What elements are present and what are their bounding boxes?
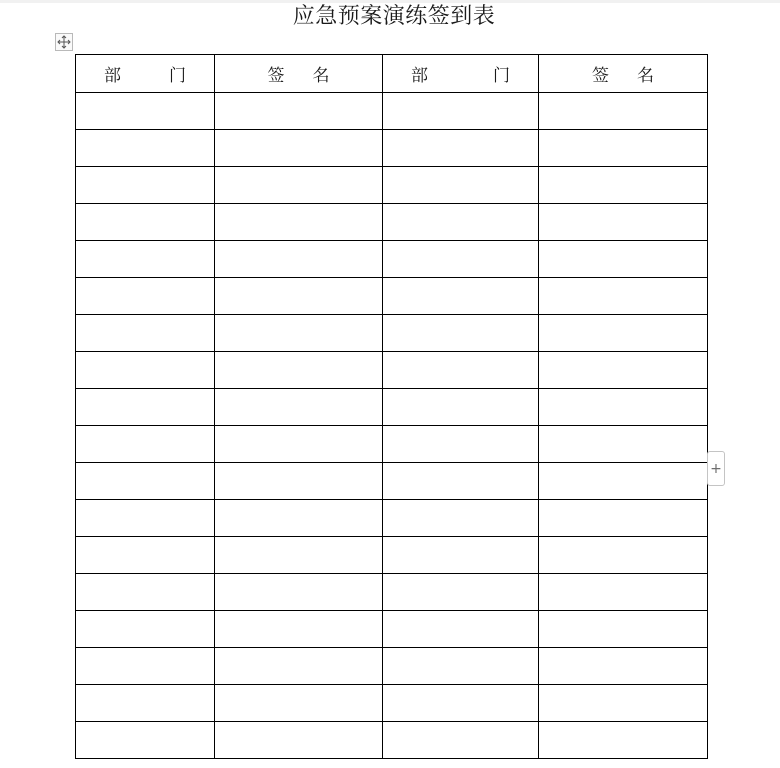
department-cell[interactable] bbox=[383, 204, 539, 241]
department-cell[interactable] bbox=[383, 241, 539, 278]
signature-cell[interactable] bbox=[215, 537, 383, 574]
table-row bbox=[76, 352, 708, 389]
signature-cell[interactable] bbox=[215, 204, 383, 241]
signature-cell[interactable] bbox=[539, 685, 708, 722]
department-cell[interactable] bbox=[76, 389, 215, 426]
table-row bbox=[76, 167, 708, 204]
signature-cell[interactable] bbox=[539, 537, 708, 574]
table-row bbox=[76, 426, 708, 463]
department-cell[interactable] bbox=[383, 93, 539, 130]
table-row bbox=[76, 130, 708, 167]
signature-cell[interactable] bbox=[215, 93, 383, 130]
signature-cell[interactable] bbox=[215, 611, 383, 648]
department-cell[interactable] bbox=[383, 352, 539, 389]
department-cell[interactable] bbox=[76, 352, 215, 389]
table-row bbox=[76, 722, 708, 759]
department-cell[interactable] bbox=[383, 278, 539, 315]
signature-cell[interactable] bbox=[539, 167, 708, 204]
table-row bbox=[76, 93, 708, 130]
header-cell-signature-1 bbox=[215, 55, 383, 93]
signature-cell[interactable] bbox=[539, 278, 708, 315]
table-row bbox=[76, 574, 708, 611]
table-move-handle[interactable] bbox=[55, 33, 73, 51]
table-row bbox=[76, 278, 708, 315]
signature-cell[interactable] bbox=[215, 574, 383, 611]
signature-cell[interactable] bbox=[215, 241, 383, 278]
signature-cell[interactable] bbox=[539, 648, 708, 685]
header-cell-department-1 bbox=[76, 55, 215, 93]
department-cell[interactable] bbox=[76, 315, 215, 352]
department-cell[interactable] bbox=[383, 685, 539, 722]
add-row-button[interactable] bbox=[707, 451, 725, 486]
move-arrows-icon bbox=[57, 35, 71, 49]
table-row bbox=[76, 685, 708, 722]
signature-cell[interactable] bbox=[215, 130, 383, 167]
department-cell[interactable] bbox=[76, 722, 215, 759]
signature-cell[interactable] bbox=[215, 722, 383, 759]
header-char: 部 bbox=[104, 66, 121, 86]
signature-cell[interactable] bbox=[539, 352, 708, 389]
signature-cell[interactable] bbox=[539, 315, 708, 352]
department-cell[interactable] bbox=[76, 463, 215, 500]
header-char: 门 bbox=[169, 66, 186, 86]
signature-cell[interactable] bbox=[215, 389, 383, 426]
signature-cell[interactable] bbox=[215, 500, 383, 537]
department-cell[interactable] bbox=[76, 537, 215, 574]
department-cell[interactable] bbox=[76, 93, 215, 130]
signature-cell[interactable] bbox=[215, 278, 383, 315]
department-cell[interactable] bbox=[383, 130, 539, 167]
table-row bbox=[76, 648, 708, 685]
document-title: 应急预案演练签到表 bbox=[292, 4, 496, 29]
table-row bbox=[76, 204, 708, 241]
signature-cell[interactable] bbox=[215, 463, 383, 500]
department-cell[interactable] bbox=[76, 574, 215, 611]
department-cell[interactable] bbox=[76, 241, 215, 278]
department-cell[interactable] bbox=[76, 130, 215, 167]
department-cell[interactable] bbox=[76, 426, 215, 463]
department-cell[interactable] bbox=[76, 500, 215, 537]
table-row bbox=[76, 315, 708, 352]
department-cell[interactable] bbox=[383, 537, 539, 574]
header-char: 签 bbox=[267, 66, 285, 86]
table-row bbox=[76, 500, 708, 537]
department-cell[interactable] bbox=[76, 611, 215, 648]
signature-cell[interactable] bbox=[539, 389, 708, 426]
signature-cell[interactable] bbox=[539, 500, 708, 537]
signature-cell[interactable] bbox=[539, 426, 708, 463]
plus-icon: + bbox=[710, 460, 722, 477]
department-cell[interactable] bbox=[76, 278, 215, 315]
department-cell[interactable] bbox=[383, 463, 539, 500]
signature-cell[interactable] bbox=[215, 685, 383, 722]
signature-cell[interactable] bbox=[539, 241, 708, 278]
department-cell[interactable] bbox=[76, 167, 215, 204]
signature-cell[interactable] bbox=[539, 204, 708, 241]
header-char: 名 bbox=[312, 66, 330, 86]
department-cell[interactable] bbox=[383, 722, 539, 759]
table-header-row bbox=[76, 55, 708, 93]
department-cell[interactable] bbox=[383, 389, 539, 426]
table-row bbox=[76, 537, 708, 574]
signature-cell[interactable] bbox=[215, 426, 383, 463]
header-cell-department-2 bbox=[383, 55, 539, 93]
table-body bbox=[76, 93, 708, 759]
header-cell-signature-2 bbox=[539, 55, 708, 93]
sign-in-table bbox=[75, 54, 708, 759]
department-cell[interactable] bbox=[383, 426, 539, 463]
department-cell[interactable] bbox=[383, 648, 539, 685]
signature-cell[interactable] bbox=[539, 93, 708, 130]
department-cell[interactable] bbox=[383, 167, 539, 204]
department-cell[interactable] bbox=[383, 611, 539, 648]
department-cell[interactable] bbox=[76, 648, 215, 685]
department-cell[interactable] bbox=[383, 574, 539, 611]
signature-cell[interactable] bbox=[539, 130, 708, 167]
header-char: 签 bbox=[592, 66, 609, 86]
signature-cell[interactable] bbox=[539, 574, 708, 611]
header-char: 部 bbox=[411, 66, 428, 86]
signature-cell[interactable] bbox=[215, 352, 383, 389]
department-cell[interactable] bbox=[76, 685, 215, 722]
department-cell[interactable] bbox=[383, 315, 539, 352]
signature-cell[interactable] bbox=[215, 648, 383, 685]
table-row bbox=[76, 463, 708, 500]
signature-cell[interactable] bbox=[215, 315, 383, 352]
header-char: 名 bbox=[637, 66, 654, 86]
signature-cell[interactable] bbox=[539, 611, 708, 648]
signature-cell[interactable] bbox=[539, 722, 708, 759]
table-row bbox=[76, 241, 708, 278]
signature-cell[interactable] bbox=[539, 463, 708, 500]
department-cell[interactable] bbox=[383, 500, 539, 537]
header-char: 门 bbox=[493, 66, 510, 86]
table-row bbox=[76, 389, 708, 426]
signature-cell[interactable] bbox=[215, 167, 383, 204]
department-cell[interactable] bbox=[76, 204, 215, 241]
table-row bbox=[76, 611, 708, 648]
